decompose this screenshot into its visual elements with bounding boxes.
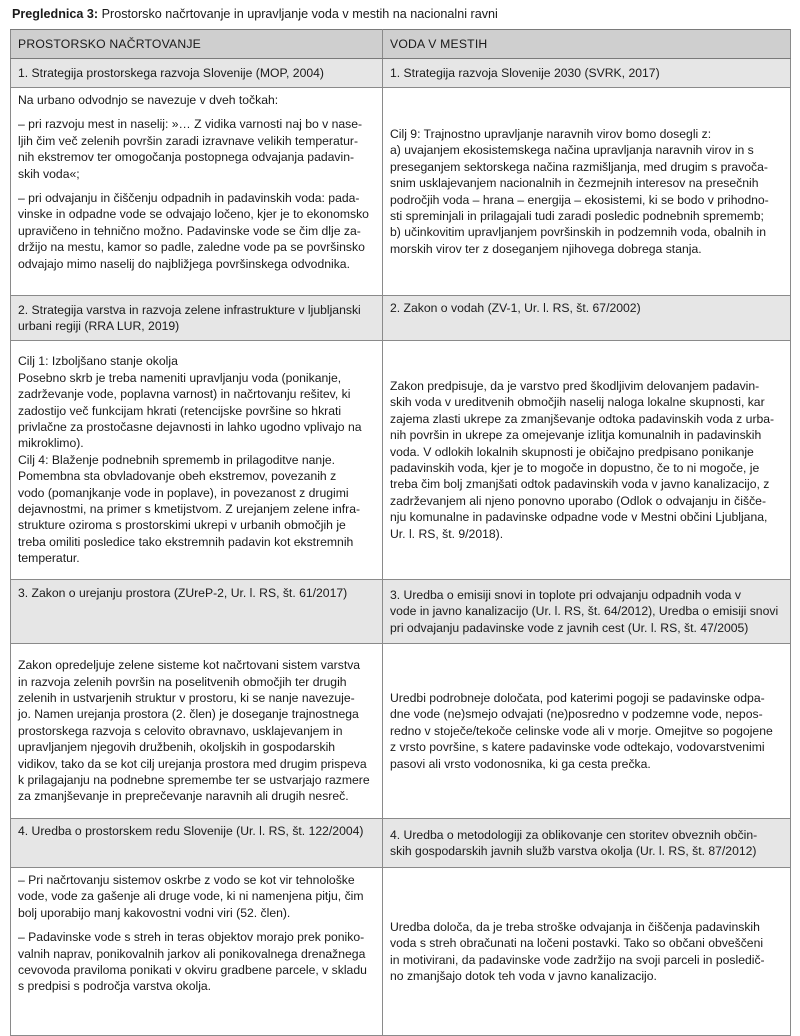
section-row-4 bbox=[11, 819, 791, 868]
section-4-left-p2: – Padavinske vode s streh in teras objektov morajo prek poniko- valnih naprav, ponikovalnih jarkov ali ponikovalnega drenažnega cevovoda praviloma ponikati v okviru gradbene parcele, v skladu s predpisi s področja varstva okolja. bbox=[18, 930, 367, 994]
section-3-left-title: 3. Zakon o urejanju prostora (ZUreP-2, Ur. l. RS, št. 61/2017) bbox=[11, 580, 383, 644]
section-1-right-title: 1. Strategija razvoja Slovenije 2030 (SVRK, 2017) bbox=[383, 59, 791, 88]
section-2-right-title: 2. Zakon o vodah (ZV-1, Ur. l. RS, št. 67/2002) bbox=[383, 296, 791, 341]
section-2-right-body: Zakon predpisuje, da je varstvo pred škodljivim delovanjem padavin- skih voda v ureditvenih območjih naselij naloga lokalne skupnosti, kar zajema zlasti ukrepe za zmanjševanje odtoka padavinskih voda z urba- nih površin in ukrepe za omejevanje izlitja komunalnih in padavinskih voda. V odlokih lokalnih skupnosti je običajno predpisano ponikanje padavinskih voda, kjer je to mogoče in dopustno, če to ni mogoče, je treba čim bolj zmanjšati odtok padavinskih voda v javno kanalizacijo, z zadrževanjem ali njeno ponovno uporabo (Odlok o odvajanju in čišče- nju komunalne in padavinske odpadne vode v Mestni občini Ljubljana, Ur. l. RS, št. 9/2018). bbox=[383, 341, 791, 580]
caption-text: Prostorsko načrtovanje in upravljanje voda v mestih na nacionalni ravni bbox=[101, 7, 498, 21]
header-spatial-planning: PROSTORSKO NAČRTOVANJE bbox=[11, 30, 383, 59]
section-1-right-body: Cilj 9: Trajnostno upravljanje naravnih virov bomo dosegli z: a) uvajanjem ekosistemskega načina upravljanja naravnih virov in s preseganjem sektorskega načina razmišljanja, med drugim s pravoča- snim usklajevanjem nacionalnih in čezmejnih interesov na presečnih področjih voda – hrana – energija – ekosistemi, ki se bodo v prihodno- sti spreminjali in prilagajali tudi zaradi posledic podnebnih sprememb; b) učinkovitim upravljanjem površinskih in podzemnih voda, obalnih in morskih virov ter z doseganjem njihovega dobrega stanja. bbox=[383, 88, 791, 296]
section-row-2 bbox=[11, 296, 791, 341]
section-1-left-body bbox=[11, 88, 383, 296]
section-1-left-p1: Na urbano odvodnjo se navezuje v dveh točkah: bbox=[18, 93, 279, 107]
body-row-2 bbox=[11, 341, 791, 580]
caption-label: Preglednica 3: bbox=[12, 7, 99, 21]
policy-table bbox=[10, 29, 791, 1036]
section-2-left-title: 2. Strategija varstva in razvoja zelene infrastrukture v ljubljanski urbani regiji (RRA LUR, 2019) bbox=[11, 296, 383, 341]
section-4-left-p1: – Pri načrtovanju sistemov oskrbe z vodo se kot vir tehnološke vode, vode za gašenje ali druge vode, ki ni namenjena pitju, čim bolj uporabijo manj kakovostni vodni viri (52. člen). bbox=[18, 873, 364, 920]
section-1-left-p2: – pri razvoju mest in naselij: »… Z vidika varnosti naj bo v nase- ljih čim več zelenih površin zaradi izravnave velikih temperatur- nih ekstremov ter omogočanja postopnega odvajanja padavin- skih voda«; bbox=[18, 117, 363, 181]
table-header-row bbox=[11, 30, 791, 59]
section-4-right-body: Uredba določa, da je treba stroške odvajanja in čiščenja padavinskih voda s streh obračunati na ločeni postavki. Tako so občani obveščeni in motivirani, da padavinske vode zadržijo na svoji parceli in posledič- no zmanjšajo dotok teh voda v javno kanalizacijo. bbox=[383, 868, 791, 1036]
section-2-left-body: Cilj 1: Izboljšano stanje okolja Posebno skrb je treba nameniti upravljanju voda (ponikanje, zadrževanje vode, poplavna varnost) in načrtovanju rešitev, ki zadostijo več funkcijam hkrati (retencijske površine so hkrati privlačne za prostočasne dejavnosti in lahko ugodno vplivajo na mikroklimo). Cilj 4: Blaženje podnebnih sprememb in prilagoditve nanje. Pomembna sta obvladovanje obeh ekstremov, povezanih z vodo (pomanjkanje vode in poplave), in povezanost z drugimi dejavnostmi, na primer s kmetijstvom. Z urejanjem zelene infra- strukture oziroma s prostorskimi ukrepi v urbanih območjih je treba omiliti posledice tako ekstremnih padavin kot ekstremnih temperatur. bbox=[11, 341, 383, 580]
section-row-1 bbox=[11, 59, 791, 88]
body-row-4 bbox=[11, 868, 791, 1036]
section-1-left-title: 1. Strategija prostorskega razvoja Slovenije (MOP, 2004) bbox=[11, 59, 383, 88]
section-1-left-p3: – pri odvajanju in čiščenju odpadnih in padavinskih voda: pada- vinske in odpadne vode se odvajajo ločeno, kjer je to ekonomsko upravičeno in tehnično možno. Padavinske vode se čim dlje za- držijo na mestu, kamor so padle, zaledne vode pa se površinsko odvajajo mimo naselij do najbližjega površinskega odvodnika. bbox=[18, 191, 369, 271]
section-4-right-title: 4. Uredba o metodologiji za oblikovanje cen storitev obveznih občin- skih gospodarskih javnih služb varstva okolja (Ur. l. RS, št. 87/2012) bbox=[383, 819, 791, 868]
section-3-left-body: Zakon opredeljuje zelene sisteme kot načrtovani sistem varstva in razvoja zelenih površin na poselitvenih območjih ter drugih zelenih in ustvarjenih struktur v prostoru, ki se nanje navezuje- jo. Namen urejanja prostora (2. člen) je doseganje trajnostnega prostorskega razvoja s celovito obravnavo, usklajevanjem in upravljanjem njegovih družbenih, okoljskih in gospodarskih vidikov, tako da se kot cilj urejanja prostora med drugim prispeva k prilagajanju na podnebne spremembe ter se ustvarjajo razmere za zmanjševanje in preprečevanje naravnih ali drugih nesreč. bbox=[11, 644, 383, 819]
body-row-3 bbox=[11, 644, 791, 819]
section-row-3 bbox=[11, 580, 791, 644]
body-row-1 bbox=[11, 88, 791, 296]
table-caption bbox=[12, 6, 498, 22]
header-urban-water: VODA V MESTIH bbox=[383, 30, 791, 59]
section-3-right-title: 3. Uredba o emisiji snovi in toplote pri odvajanju odpadnih voda v vode in javno kanalizacijo (Ur. l. RS, št. 64/2012), Uredba o emisiji snovi pri odvajanju padavinske vode z javnih cest (Ur. l. RS, št. 47/2005) bbox=[383, 580, 791, 644]
section-3-right-body: Uredbi podrobneje določata, pod katerimi pogoji se padavinske odpa- dne vode (ne)smejo odvajati (ne)posredno v podzemne vode, nepos- redno v stoječe/tekoče celinske vode ali v morje. Omejitve so pogojene z vrsto površine, s katere padavinske vode odtekajo, vodovarstvenimi pasovi ali vrsto vodonosnika, ki ga cesta prečka. bbox=[383, 644, 791, 819]
section-4-left-title: 4. Uredba o prostorskem redu Slovenije (Ur. l. RS, št. 122/2004) bbox=[11, 819, 383, 868]
section-4-left-body bbox=[11, 868, 383, 1036]
